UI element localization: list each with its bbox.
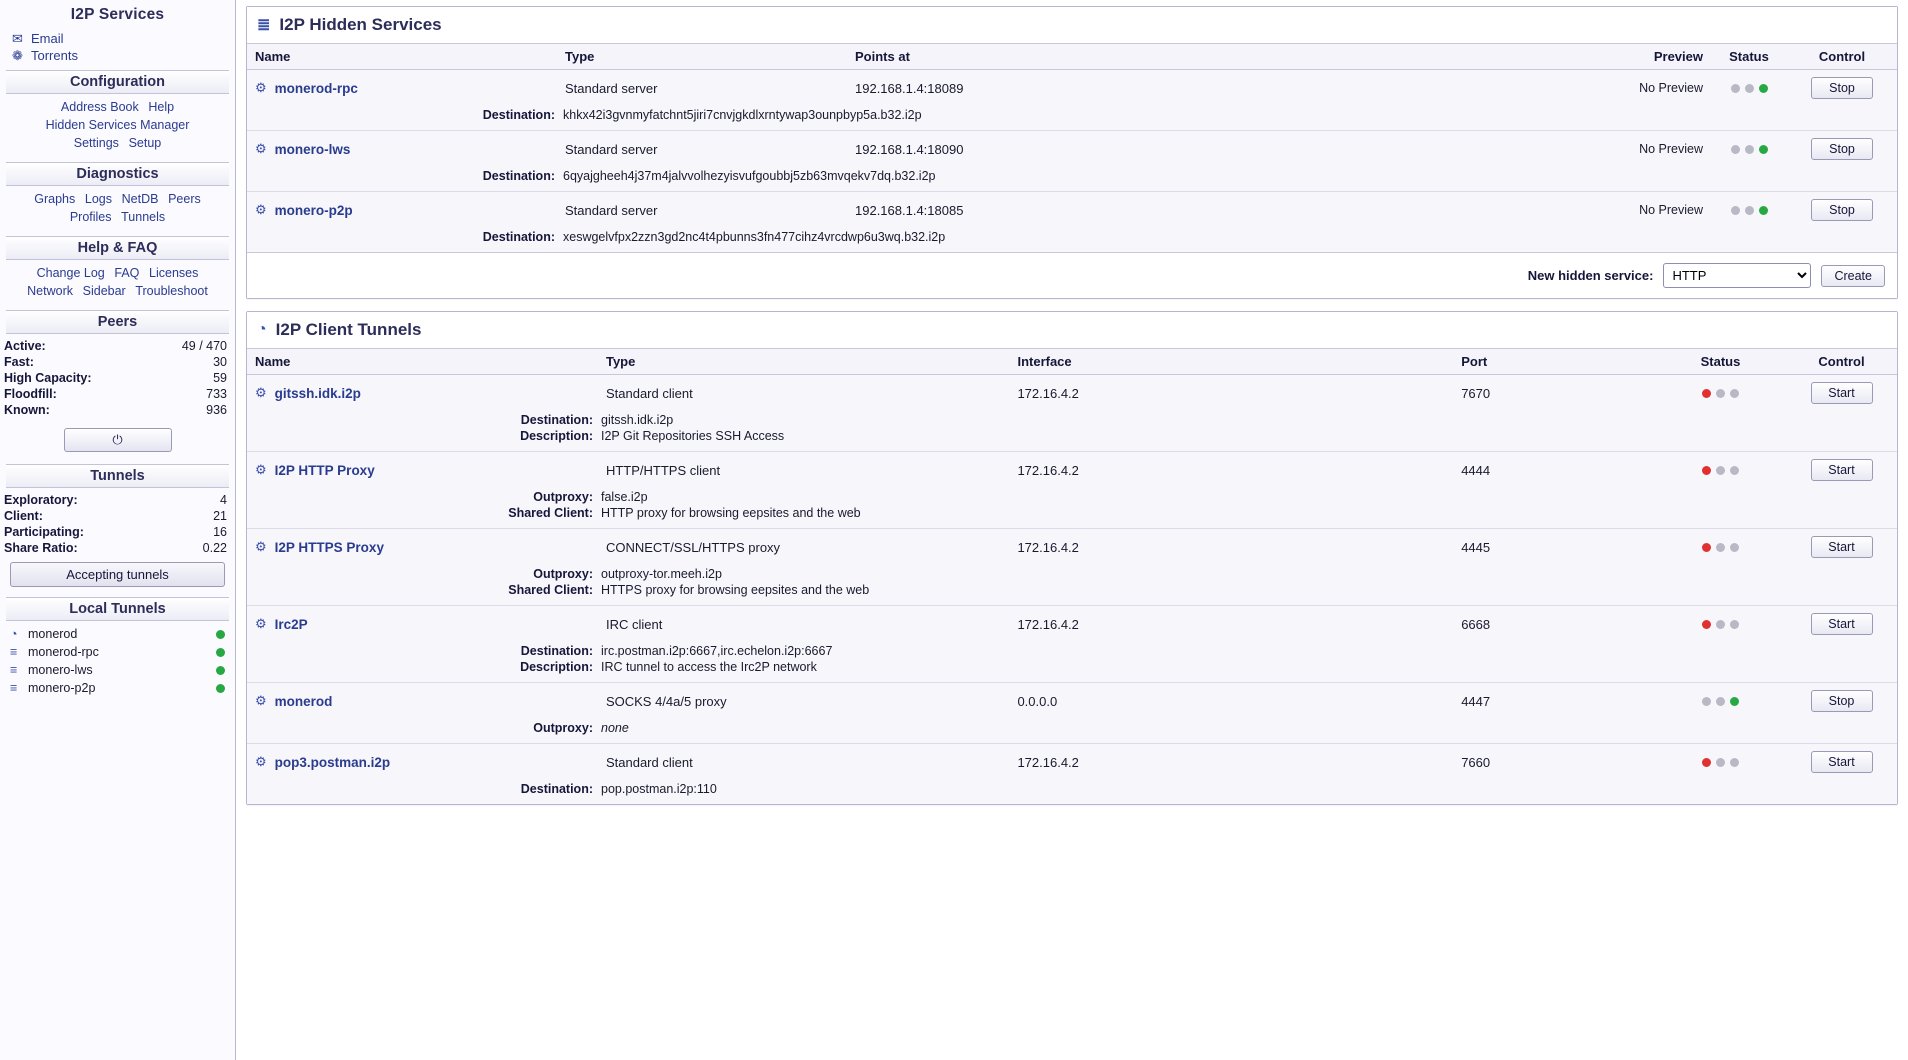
status-dot (1702, 466, 1711, 475)
ct-port: 4445 (1453, 529, 1655, 566)
sidebar-link-logs[interactable]: Logs (84, 192, 112, 206)
col-status: Status (1655, 349, 1786, 375)
tunnels-shareratio-value: 0.22 (202, 541, 227, 555)
col-interface: Interface (1009, 349, 1453, 375)
hidden-service-link[interactable]: monerod-rpc (274, 80, 358, 96)
status-dot (1731, 145, 1740, 154)
status-dot (216, 648, 225, 657)
peers-stats (0, 338, 235, 418)
gear-icon[interactable]: ⚙ (255, 385, 267, 400)
start-button[interactable]: Start (1811, 536, 1873, 558)
hs-name-cell (247, 192, 557, 229)
ct-name-cell (247, 452, 598, 489)
table-subrow (247, 488, 1897, 529)
sidebar-link-change-log[interactable]: Change Log (36, 266, 105, 280)
list-item[interactable] (0, 661, 235, 679)
client-tunnels-table (247, 348, 1897, 804)
client-tunnel-link[interactable]: pop3.postman.i2p (274, 754, 391, 770)
status-dot (1702, 697, 1711, 706)
status-dot (1730, 697, 1739, 706)
list-item[interactable] (0, 679, 235, 697)
status-dot (216, 684, 225, 693)
local-tunnel-label: monero-p2p (28, 681, 96, 695)
ct-control (1786, 606, 1897, 643)
sidebar-item-torrents-label[interactable]: Torrents (31, 48, 78, 63)
create-button[interactable]: Create (1821, 265, 1885, 287)
torrent-icon: ❁ (12, 47, 23, 63)
status-dot (1731, 206, 1740, 215)
gear-icon[interactable]: ⚙ (255, 616, 267, 631)
status-dot (1716, 466, 1725, 475)
sidebar-link-profiles[interactable]: Profiles (69, 210, 112, 224)
sidebar-section-configuration: Configuration (6, 70, 229, 94)
table-subrow (247, 719, 1897, 744)
destination-label: Destination: (482, 169, 555, 183)
sidebar-link-address-book[interactable]: Address Book (60, 100, 139, 114)
table-subrow (247, 106, 1897, 131)
new-hidden-service-bar (247, 252, 1897, 298)
hs-status (1711, 192, 1787, 229)
ct-control (1786, 529, 1897, 566)
hs-details (247, 228, 1897, 252)
status-dot (1730, 758, 1739, 767)
outproxy-value: false.i2p (601, 490, 648, 504)
peers-floodfill-value: 733 (206, 387, 227, 401)
ct-details (247, 565, 1897, 606)
peers-fast-label: Fast: (4, 355, 34, 369)
stop-button[interactable]: Stop (1811, 138, 1873, 160)
server-icon: ≡ (10, 681, 18, 695)
client-tunnel-link[interactable]: gitssh.idk.i2p (274, 385, 361, 401)
ct-details (247, 780, 1897, 804)
status-dot (1716, 620, 1725, 629)
col-control: Control (1787, 44, 1897, 70)
client-tunnels-panel (246, 311, 1898, 805)
hs-type: Standard server (565, 80, 658, 96)
col-control: Control (1786, 349, 1897, 375)
tunnels-exploratory-value: 4 (220, 493, 227, 507)
peers-active-label: Active: (4, 339, 46, 353)
tunnels-row-share-ratio (0, 540, 235, 556)
peers-known-value: 936 (206, 403, 227, 417)
ct-status (1655, 529, 1786, 566)
sidebar-link-hidden-services-manager[interactable]: Hidden Services Manager (45, 118, 190, 132)
destination-label: Destination: (520, 782, 593, 796)
tunnels-participating-label: Participating: (4, 525, 84, 539)
stop-button[interactable]: Stop (1811, 199, 1873, 221)
table-row (247, 375, 1897, 412)
ct-port: 4447 (1453, 683, 1655, 720)
gear-icon[interactable]: ⚙ (255, 141, 267, 156)
table-row (247, 529, 1897, 566)
peers-active-value: 49 / 470 (181, 339, 227, 353)
hs-type: Standard server (557, 131, 847, 168)
start-button[interactable]: Start (1811, 459, 1873, 481)
col-points-at: Points at (847, 44, 1631, 70)
status-dot (1759, 206, 1768, 215)
sidebar-help-links (0, 264, 235, 304)
status-dot (1745, 206, 1754, 215)
outproxy-value: none (601, 721, 629, 735)
hs-points-at: 192.168.1.4:18089 (855, 80, 964, 96)
ct-name-cell (247, 606, 598, 643)
table-subrow (247, 565, 1897, 606)
new-hidden-service-label: New hidden service: (1527, 268, 1654, 283)
destination-label: Destination: (482, 230, 555, 244)
hs-points-at: 192.168.1.4:18085 (847, 192, 1631, 229)
col-type: Type (598, 349, 1009, 375)
local-tunnels-list (0, 625, 235, 697)
col-preview: Preview (1631, 44, 1711, 70)
sidebar-link-faq[interactable]: FAQ (114, 266, 140, 280)
accepting-tunnels-wrap (0, 556, 235, 591)
ct-status (1655, 683, 1786, 720)
hs-status (1711, 131, 1787, 168)
table-header-row (247, 44, 1897, 70)
tunnels-participating-value: 16 (213, 525, 227, 539)
peers-row-active (0, 338, 235, 354)
ct-port: 7660 (1453, 744, 1655, 781)
hs-preview: No Preview (1631, 192, 1711, 229)
hidden-service-link[interactable]: monero-p2p (274, 202, 353, 218)
ct-name-cell (247, 683, 598, 720)
col-status: Status (1711, 44, 1787, 70)
status-dot (1730, 543, 1739, 552)
ct-type: SOCKS 4/4a/5 proxy (598, 683, 1009, 720)
destination-label: Destination: (520, 413, 593, 427)
peers-row-high-capacity (0, 370, 235, 386)
status-dot (1702, 620, 1711, 629)
sidebar-item-email[interactable] (0, 30, 235, 47)
ct-name-cell (247, 744, 598, 781)
tunnels-client-label: Client: (4, 509, 43, 523)
gear-icon[interactable]: ⚙ (255, 202, 267, 217)
ct-interface: 172.16.4.2 (1009, 606, 1453, 643)
gear-icon[interactable]: ⚙ (255, 539, 267, 554)
peers-fast-value: 30 (213, 355, 227, 369)
ct-interface: 172.16.4.2 (1017, 385, 1079, 401)
sidebar-section-local-tunnels: Local Tunnels (6, 597, 229, 621)
status-dot (1730, 466, 1739, 475)
destination-value: pop.postman.i2p:110 (601, 782, 717, 796)
ct-port: 7670 (1461, 385, 1491, 401)
sidebar-link-peers[interactable]: Peers (168, 192, 201, 206)
peers-known-label: Known: (4, 403, 50, 417)
start-button[interactable]: Start (1811, 613, 1873, 635)
signal-icon: ◔ (10, 627, 18, 641)
table-subrow (247, 228, 1897, 252)
table-row (247, 606, 1897, 643)
ct-type: IRC client (598, 606, 1009, 643)
status-dot (1730, 389, 1739, 398)
description-value: I2P Git Repositories SSH Access (601, 429, 785, 443)
shared-client-label: Shared Client: (508, 583, 593, 597)
status-dot (1730, 620, 1739, 629)
status-dot (1745, 84, 1754, 93)
hidden-service-link[interactable]: monero-lws (274, 141, 351, 157)
ct-control (1786, 452, 1897, 489)
sidebar (0, 0, 236, 1060)
status-dot (1716, 389, 1725, 398)
sidebar-link-settings[interactable]: Settings (73, 136, 119, 150)
hs-control (1787, 131, 1897, 168)
description-value: IRC tunnel to access the Irc2P network (601, 660, 817, 674)
ct-port: 4444 (1453, 452, 1655, 489)
sidebar-link-sidebar[interactable]: Sidebar (82, 284, 126, 298)
client-tunnel-link[interactable]: I2P HTTPS Proxy (274, 539, 384, 555)
ct-control (1786, 375, 1897, 412)
local-tunnel-label: monerod-rpc (28, 645, 99, 659)
hs-details (247, 106, 1897, 131)
power-icon-button[interactable]: ⏻ (64, 428, 172, 452)
sidebar-link-netdb[interactable]: NetDB (121, 192, 159, 206)
table-row (247, 192, 1897, 229)
peers-highcap-value: 59 (213, 371, 227, 385)
list-item[interactable] (0, 625, 235, 643)
status-dot (1759, 84, 1768, 93)
description-label: Description: (520, 660, 593, 674)
status-dot (216, 630, 225, 639)
table-header-row (247, 349, 1897, 375)
sidebar-configuration-links (0, 98, 235, 156)
table-row (247, 452, 1897, 489)
destination-label: Destination: (482, 108, 555, 122)
col-name: Name (247, 44, 557, 70)
sidebar-link-licenses[interactable]: Licenses (149, 266, 199, 280)
sidebar-link-tunnels[interactable]: Tunnels (121, 210, 166, 224)
ct-control (1786, 683, 1897, 720)
client-tunnels-header (247, 312, 1897, 348)
ct-type: Standard client (598, 744, 1009, 781)
ct-name-cell (247, 529, 598, 566)
table-row (247, 70, 1897, 107)
description-label: Description: (520, 429, 593, 443)
local-tunnel-label: monerod (28, 627, 78, 641)
tunnels-stats (0, 492, 235, 556)
sidebar-link-network[interactable]: Network (27, 284, 73, 298)
table-subrow (247, 780, 1897, 804)
accepting-tunnels-button[interactable]: Accepting tunnels (10, 562, 225, 587)
tunnels-exploratory-label: Exploratory: (4, 493, 78, 507)
table-subrow (247, 642, 1897, 683)
sidebar-item-email-label[interactable]: Email (31, 31, 64, 46)
outproxy-label: Outproxy: (533, 721, 593, 735)
sidebar-diagnostics-links (0, 190, 235, 230)
col-port: Port (1453, 349, 1655, 375)
ct-details (247, 719, 1897, 744)
ct-details (247, 411, 1897, 452)
ct-type: HTTP/HTTPS client (598, 452, 1009, 489)
hs-preview: No Preview (1631, 131, 1711, 168)
status-dot (1759, 145, 1768, 154)
hs-control (1787, 192, 1897, 229)
ct-status (1655, 375, 1786, 412)
ct-details (247, 488, 1897, 529)
ct-status (1655, 452, 1786, 489)
list-item[interactable] (0, 643, 235, 661)
table-row (247, 744, 1897, 781)
gear-icon[interactable]: ⚙ (255, 80, 267, 95)
hs-name-cell (247, 131, 557, 168)
ct-status (1655, 606, 1786, 643)
local-tunnel-label: monero-lws (28, 663, 93, 677)
status-dot (1716, 697, 1725, 706)
hs-preview: No Preview (1639, 81, 1703, 95)
status-dot (1745, 145, 1754, 154)
hs-points-at: 192.168.1.4:18090 (847, 131, 1631, 168)
gear-icon[interactable]: ⚙ (255, 754, 267, 769)
table-row (247, 683, 1897, 720)
hs-type: Standard server (557, 192, 847, 229)
hidden-services-panel (246, 6, 1898, 299)
status-dot (1731, 84, 1740, 93)
client-tunnel-link[interactable]: Irc2P (274, 616, 308, 632)
ct-details (247, 642, 1897, 683)
stop-button[interactable]: Stop (1811, 77, 1873, 99)
hs-name-cell (247, 70, 557, 107)
destination-label: Destination: (520, 644, 593, 658)
mail-icon: ✉ (12, 30, 23, 46)
status-dot (1702, 543, 1711, 552)
outproxy-label: Outproxy: (533, 490, 593, 504)
status-dot (1702, 758, 1711, 767)
start-button[interactable]: Start (1811, 751, 1873, 773)
sidebar-link-graphs[interactable]: Graphs (34, 192, 76, 206)
status-dot (1702, 389, 1711, 398)
destination-value: khkx42i3gvnmyfatchnt5jiri7cnvjgkdlxrntywap3ounpbyp5a.b32.i2p (563, 108, 922, 122)
server-stack-icon: ≣ (257, 17, 271, 34)
hidden-services-header (247, 7, 1897, 43)
client-tunnels-title: I2P Client Tunnels (275, 320, 422, 339)
new-hidden-service-select[interactable] (1663, 263, 1811, 288)
status-dot (1716, 543, 1725, 552)
sidebar-title: I2P Services (70, 6, 165, 23)
ct-interface: 172.16.4.2 (1009, 744, 1453, 781)
ct-status (1655, 744, 1786, 781)
tunnels-row-client (0, 508, 235, 524)
tunnels-client-value: 21 (213, 509, 227, 523)
hs-status (1711, 70, 1787, 107)
peers-floodfill-label: Floodfill: (4, 387, 57, 401)
start-button[interactable]: Start (1811, 382, 1873, 404)
peers-row-fast (0, 354, 235, 370)
broadcast-icon: ◔ (257, 321, 267, 338)
server-icon: ≡ (10, 645, 18, 659)
peers-row-known (0, 402, 235, 418)
client-tunnel-link[interactable]: monerod (274, 693, 333, 709)
ct-name-cell (247, 375, 598, 412)
power-button-wrap (0, 418, 235, 458)
col-name: Name (247, 349, 598, 375)
hidden-services-table (247, 43, 1897, 252)
outproxy-label: Outproxy: (533, 567, 593, 581)
destination-value: irc.postman.i2p:6667,irc.echelon.i2p:6667 (601, 644, 833, 658)
destination-value: gitssh.idk.i2p (601, 413, 674, 427)
status-dot (216, 666, 225, 675)
sidebar-link-setup[interactable]: Setup (128, 136, 162, 150)
ct-type: Standard client (605, 385, 693, 401)
sidebar-section-peers: Peers (6, 310, 229, 334)
sidebar-section-tunnels: Tunnels (6, 464, 229, 488)
outproxy-value: outproxy-tor.meeh.i2p (601, 567, 722, 581)
page-title: I2P Hidden Services (279, 15, 442, 34)
tunnels-shareratio-label: Share Ratio: (4, 541, 78, 555)
sidebar-link-troubleshoot[interactable]: Troubleshoot (135, 284, 208, 298)
tunnels-row-exploratory (0, 492, 235, 508)
server-icon: ≡ (10, 663, 18, 677)
hs-control (1787, 70, 1897, 107)
sidebar-section-help-faq: Help & FAQ (6, 236, 229, 260)
ct-type: CONNECT/SSL/HTTPS proxy (598, 529, 1009, 566)
status-dot (1716, 758, 1725, 767)
sidebar-item-torrents[interactable] (0, 47, 235, 64)
sidebar-link-help[interactable]: Help (148, 100, 175, 114)
destination-value: 6qyajgheeh4j37m4jalvvolhezyisvufgoubbj5zb63mvqekv7dq.b32.i2p (563, 169, 936, 183)
shared-client-value: HTTPS proxy for browsing eepsites and the web (601, 583, 870, 597)
main-content (236, 0, 1908, 1060)
peers-highcap-label: High Capacity: (4, 371, 92, 385)
gear-icon[interactable]: ⚙ (255, 693, 267, 708)
table-subrow (247, 411, 1897, 452)
tunnels-row-participating (0, 524, 235, 540)
ct-interface: 172.16.4.2 (1009, 529, 1453, 566)
destination-value: xeswgelvfpx2zzn3gd2nc4t4pbunns3fn477cihz4vrcdwp6u3wq.b32.i2p (563, 230, 946, 244)
ct-interface: 0.0.0.0 (1009, 683, 1453, 720)
sidebar-section-diagnostics: Diagnostics (6, 162, 229, 186)
table-row (247, 131, 1897, 168)
stop-button[interactable]: Stop (1811, 690, 1873, 712)
shared-client-value: HTTP proxy for browsing eepsites and the web (601, 506, 861, 520)
shared-client-label: Shared Client: (508, 506, 593, 520)
ct-interface: 172.16.4.2 (1009, 452, 1453, 489)
col-type: Type (557, 44, 847, 70)
gear-icon[interactable]: ⚙ (255, 462, 267, 477)
ct-control (1786, 744, 1897, 781)
ct-port: 6668 (1453, 606, 1655, 643)
hs-details (247, 167, 1897, 192)
peers-row-floodfill (0, 386, 235, 402)
client-tunnel-link[interactable]: I2P HTTP Proxy (274, 462, 375, 478)
table-subrow (247, 167, 1897, 192)
